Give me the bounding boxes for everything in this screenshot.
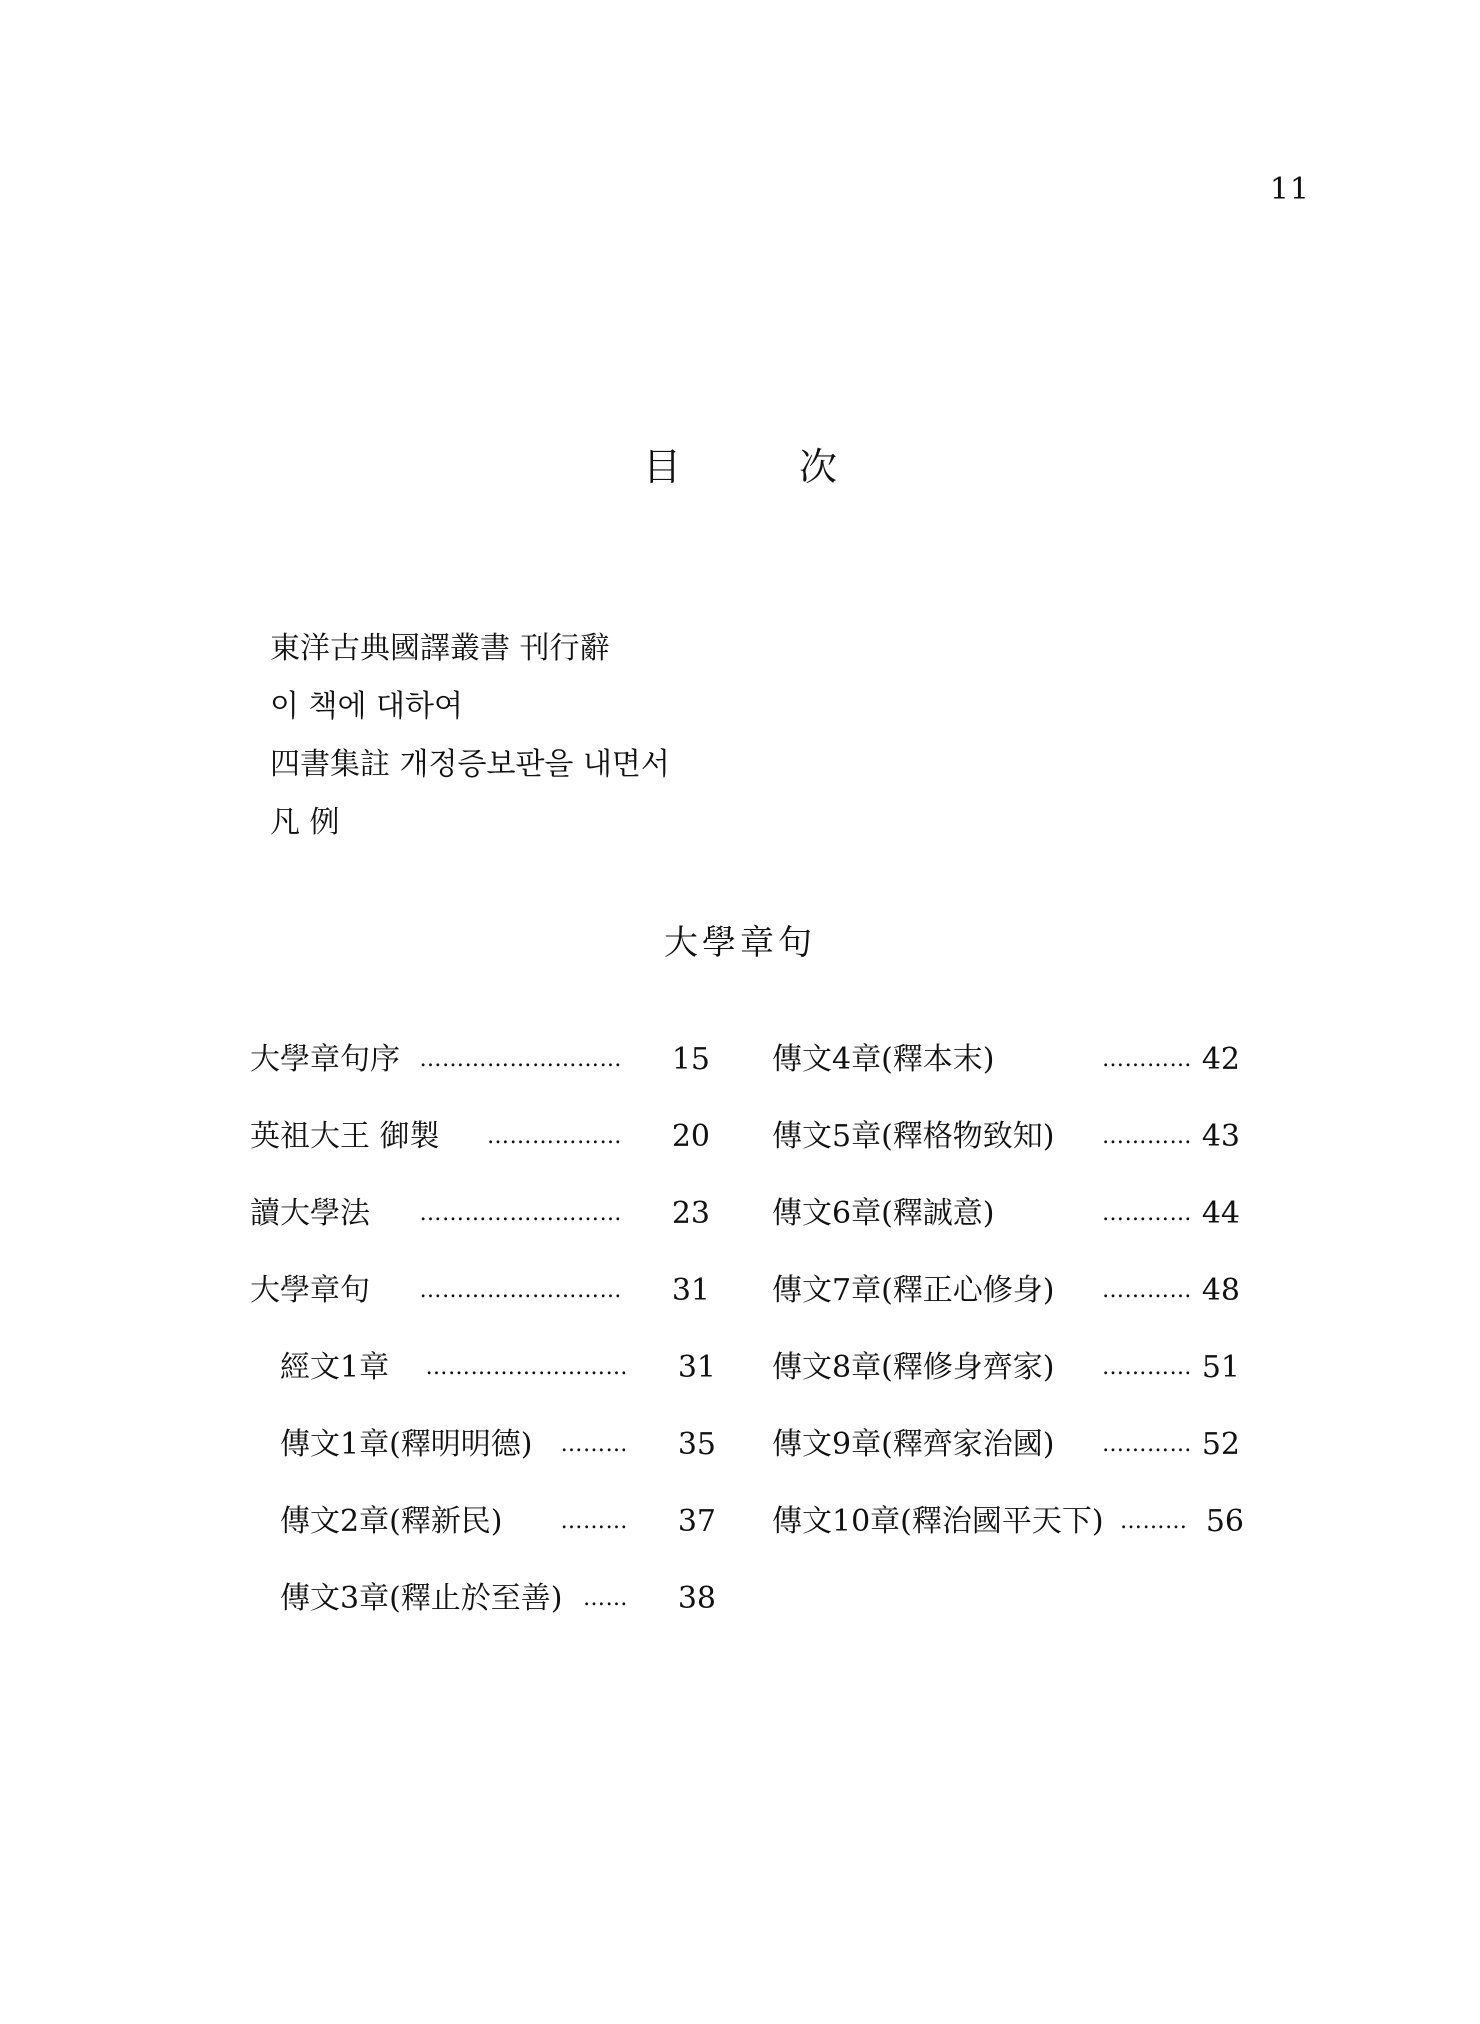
- toc-entry: [250, 1338, 716, 1415]
- toc-entry-page: 35: [677, 1427, 716, 1462]
- toc-entry-label: 大學章句序: [250, 1042, 400, 1077]
- toc-entry-label: 傳文10章(釋治國平天下): [772, 1504, 1104, 1539]
- toc-entry-label: 讀大學法: [250, 1196, 370, 1231]
- toc-entry: [250, 1184, 710, 1261]
- toc-leader-dots: ………………………: [419, 1047, 622, 1072]
- toc-leader-dots: …………: [1102, 1278, 1192, 1303]
- toc-entry-page: 37: [677, 1504, 716, 1539]
- toc-entry-label: 傳文2章(釋新民): [280, 1504, 503, 1539]
- toc-entry: [772, 1184, 1272, 1261]
- toc-entry: [772, 1338, 1272, 1415]
- toc-entry-label: 傳文7章(釋正心修身): [772, 1273, 1055, 1308]
- front-matter-item: 四書集註 개정증보판을 내면서: [270, 747, 670, 782]
- toc-entry-label: 傳文1章(釋明明德): [280, 1427, 533, 1462]
- page-title: 目 次: [642, 445, 877, 489]
- toc-entry: [772, 1261, 1272, 1338]
- toc-entry: [772, 1107, 1272, 1184]
- toc-leader-dots: ………………………: [419, 1201, 622, 1226]
- toc-leader-dots: ………………………: [419, 1278, 622, 1303]
- toc-entry-page: 15: [671, 1042, 710, 1077]
- front-matter-item: 이 책에 대하여: [270, 689, 463, 724]
- toc-entry-page: 23: [671, 1196, 710, 1231]
- toc-leader-dots: …………: [1102, 1201, 1192, 1226]
- toc-leader-dots: …………: [1102, 1355, 1192, 1380]
- toc-entry-label: 經文1章: [280, 1350, 390, 1385]
- toc-entry-label: 英祖大王 御製: [250, 1119, 440, 1154]
- toc-entry-page: 42: [1201, 1042, 1240, 1077]
- toc-entry-page: 38: [677, 1581, 716, 1616]
- front-matter-item: 凡 例: [270, 805, 340, 840]
- toc-entry: [250, 1030, 710, 1107]
- toc-entry-page: 31: [677, 1350, 716, 1385]
- toc-entry: [250, 1107, 710, 1184]
- toc-entry-label: 傳文9章(釋齊家治國): [772, 1427, 1055, 1462]
- toc-entry: [772, 1030, 1272, 1107]
- toc-entry-page: 48: [1201, 1273, 1240, 1308]
- toc-entry-label: 傳文5章(釋格物致知): [772, 1119, 1055, 1154]
- toc-leader-dots: …………: [1102, 1124, 1192, 1149]
- toc-entry-label: 傳文8章(釋修身齊家): [772, 1350, 1055, 1385]
- page-number: 11: [1269, 172, 1310, 207]
- toc-entry-page: 20: [671, 1119, 710, 1154]
- toc-entry: [250, 1415, 716, 1492]
- toc-entry: [250, 1492, 716, 1569]
- toc-leader-dots: ………: [560, 1509, 628, 1534]
- toc-entry-label: 大學章句: [250, 1273, 370, 1308]
- toc-leader-dots: ………: [560, 1432, 628, 1457]
- toc-leader-dots: ……: [583, 1586, 628, 1611]
- toc-entry-page: 43: [1201, 1119, 1240, 1154]
- toc-entry: [772, 1492, 1272, 1569]
- toc-entry-page: 31: [671, 1273, 710, 1308]
- toc-entry-page: 44: [1201, 1196, 1240, 1231]
- toc-entry: [250, 1261, 710, 1338]
- section-heading: 大學章句: [664, 923, 816, 963]
- toc-leader-dots: ………………………: [425, 1355, 628, 1380]
- toc-entry-page: 56: [1205, 1504, 1244, 1539]
- toc-left-column: [250, 1030, 716, 1646]
- toc-entry-page: 51: [1201, 1350, 1240, 1385]
- toc-leader-dots: ………: [1120, 1509, 1188, 1534]
- toc-entry: [772, 1415, 1272, 1492]
- toc-leader-dots: …………: [1102, 1432, 1192, 1457]
- toc-entry: [250, 1569, 716, 1646]
- toc-entry-label: 傳文4章(釋本末): [772, 1042, 995, 1077]
- toc-entry-label: 傳文3章(釋止於至善): [280, 1581, 563, 1616]
- toc-leader-dots: ………………: [487, 1124, 622, 1149]
- toc-entry-label: 傳文6章(釋誠意): [772, 1196, 995, 1231]
- toc-leader-dots: …………: [1102, 1047, 1192, 1072]
- front-matter-item: 東洋古典國譯叢書 刊行辭: [270, 631, 610, 666]
- toc-right-column: [772, 1030, 1272, 1569]
- front-matter-list: [270, 620, 670, 852]
- toc-entry-page: 52: [1201, 1427, 1240, 1462]
